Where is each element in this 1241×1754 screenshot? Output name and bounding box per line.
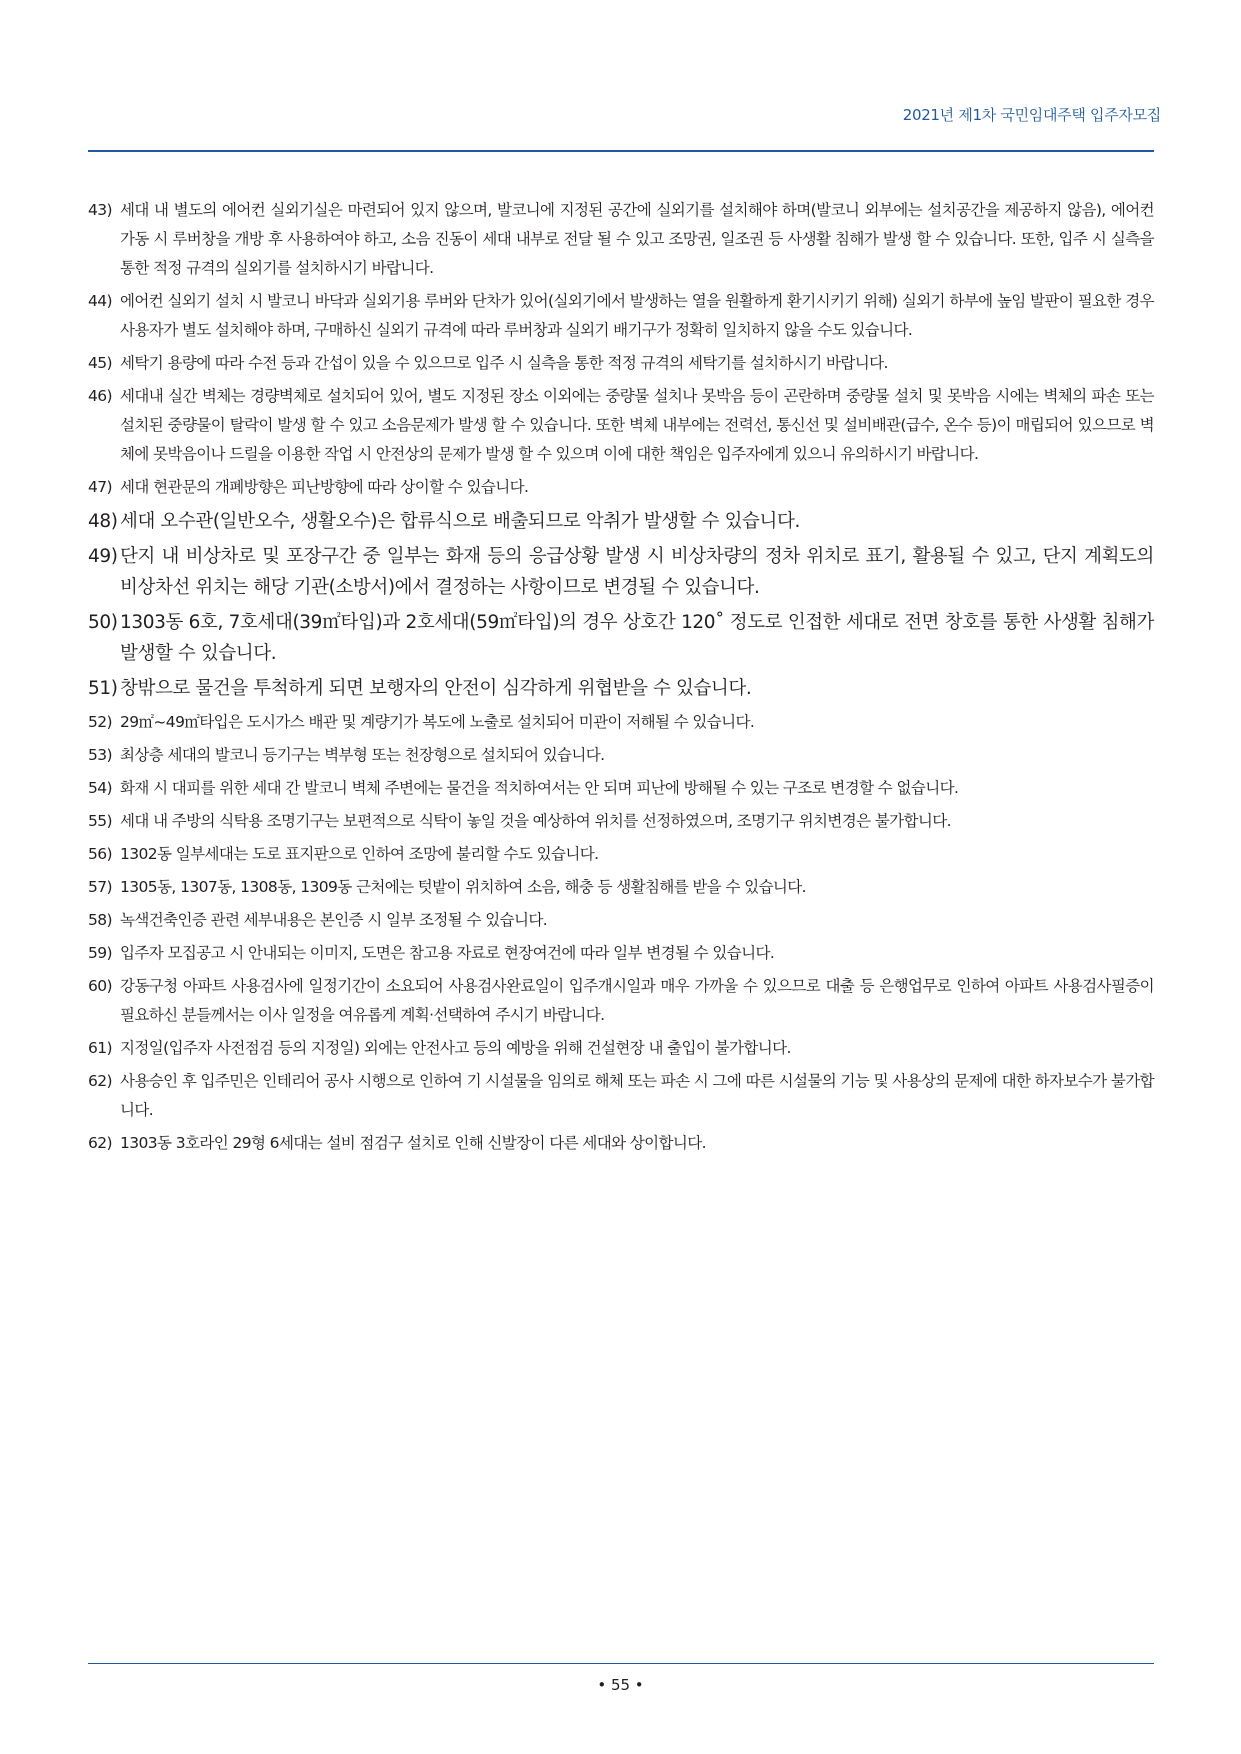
list-item: [88, 708, 1154, 737]
note-number: 51): [88, 678, 118, 699]
note-text: 1303동 6호, 7호세대(39㎡타입)과 2호세대(59㎡타입)의 경우 상호간 120˚ 정도로 인접한 세대로 전면 창호를 통한 사생활 침해가 발생할 수 있습니다.: [120, 612, 1154, 664]
note-number: 57): [88, 878, 112, 896]
list-item: [88, 774, 1154, 803]
list-item: [88, 741, 1154, 770]
note-text: 단지 내 비상차로 및 포장구간 중 일부는 화재 등의 응급상황 발생 시 비상차량의 정차 위치로 표기, 활용될 수 있고, 단지 계획도의 비상차선 위치는 해당 기관(소방서)에서 결정하는 사항이므로 변경될 수 있습니다.: [120, 546, 1154, 598]
note-number: 59): [88, 944, 112, 962]
note-text: 1303동 3호라인 29형 6세대는 설비 점검구 설치로 인해 신발장이 다른 세대와 상이합니다.: [120, 1134, 706, 1152]
header-divider: [88, 150, 1154, 152]
note-text: 창밖으로 물건을 투척하게 되면 보행자의 안전이 심각하게 위협받을 수 있습니다.: [120, 678, 752, 699]
note-text: 입주자 모집공고 시 안내되는 이미지, 도면은 참고용 자료로 현장여건에 따라 일부 변경될 수 있습니다.: [120, 944, 775, 962]
note-number: 62): [88, 1134, 112, 1152]
list-item: [88, 972, 1154, 1030]
note-number: 58): [88, 911, 112, 929]
list-item: [88, 541, 1154, 603]
notes-list: [88, 196, 1154, 1162]
note-number: 61): [88, 1039, 112, 1057]
note-number: 48): [88, 511, 118, 532]
note-number: 56): [88, 845, 112, 863]
note-text: 세대내 실간 벽체는 경량벽체로 설치되어 있어, 별도 지정된 장소 이외에는 중량물 설치나 못박음 등이 곤란하며 중량물 설치 및 못박음 시에는 벽체의 파손 또는 설치된 중량물이 탈락이 발생 할 수 있고 소음문제가 발생 할 수 있습니다. 또한 벽체 내부에는 전력선, 통신선 및 설비배관(급수, 온수 등)이 매립되어 있으므로 벽체에 못박음이나 드릴을 이용한 작업 시 안전상의 문제가 발생 할 수 있으며 이에 대한 책임은 입주자에게 있으니 유의하시기 바랍니다.: [120, 387, 1154, 463]
note-number: 50): [88, 612, 118, 633]
note-text: 29㎡~49㎡타입은 도시가스 배관 및 계량기가 복도에 노출로 설치되어 미관이 저해될 수 있습니다.: [120, 713, 755, 731]
note-number: 54): [88, 779, 112, 797]
note-text: 최상층 세대의 발코니 등기구는 벽부형 또는 천장형으로 설치되어 있습니다.: [120, 746, 605, 764]
page-number: • 55 •: [597, 1676, 644, 1694]
list-item: [88, 906, 1154, 935]
note-number: 53): [88, 746, 112, 764]
note-text: 지정일(입주자 사전점검 등의 지정일) 외에는 안전사고 등의 예방을 위해 건설현장 내 출입이 불가합니다.: [120, 1039, 791, 1057]
list-item: [88, 1067, 1154, 1125]
note-number: 52): [88, 713, 112, 731]
note-text: 강동구청 아파트 사용검사에 일정기간이 소요되어 사용검사완료일이 입주개시일과 매우 가까울 수 있으므로 대출 등 은행업무로 인하여 아파트 사용검사필증이 필요하신 분들께서는 이사 일정을 여유롭게 계획·선택하여 주시기 바랍니다.: [120, 977, 1154, 1024]
list-item: [88, 673, 1154, 704]
note-number: 45): [88, 354, 112, 372]
note-number: 55): [88, 812, 112, 830]
note-text: 1302동 일부세대는 도로 표지판으로 인하여 조망에 불리할 수도 있습니다.: [120, 845, 599, 863]
note-number: 47): [88, 478, 112, 496]
list-item: [88, 506, 1154, 537]
list-item: [88, 607, 1154, 669]
note-text: 화재 시 대피를 위한 세대 간 발코니 벽체 주변에는 물건을 적치하여서는 안 되며 피난에 방해될 수 있는 구조로 변경할 수 없습니다.: [120, 779, 959, 797]
list-item: [88, 473, 1154, 502]
note-number: 44): [88, 292, 112, 310]
list-item: [88, 196, 1154, 283]
note-number: 49): [88, 546, 118, 567]
note-number: 43): [88, 201, 112, 219]
list-item: [88, 287, 1154, 345]
running-header-title: 2021년 제1차 국민임대주택 입주자모집: [902, 106, 1161, 124]
list-item: [88, 1034, 1154, 1063]
note-text: 세대 현관문의 개폐방향은 피난방향에 따라 상이할 수 있습니다.: [120, 478, 529, 496]
footer-divider: [88, 1663, 1154, 1664]
note-text: 1305동, 1307동, 1308동, 1309동 근처에는 텃밭이 위치하여 소음, 해충 등 생활침해를 받을 수 있습니다.: [120, 878, 807, 896]
note-text: 세탁기 용량에 따라 수전 등과 간섭이 있을 수 있으므로 입주 시 실측을 통한 적정 규격의 세탁기를 설치하시기 바랍니다.: [120, 354, 888, 372]
list-item: [88, 873, 1154, 902]
note-text: 녹색건축인증 관련 세부내용은 본인증 시 일부 조정될 수 있습니다.: [120, 911, 548, 929]
note-text: 사용승인 후 입주민은 인테리어 공사 시행으로 인하여 기 시설물을 임의로 해체 또는 파손 시 그에 따른 시설물의 기능 및 사용상의 문제에 대한 하자보수가 불가합니다.: [120, 1072, 1154, 1119]
list-item: [88, 382, 1154, 469]
note-text: 에어컨 실외기 설치 시 발코니 바닥과 실외기용 루버와 단차가 있어(실외기에서 발생하는 열을 원활하게 환기시키기 위해) 실외기 하부에 높임 발판이 필요한 경우 사용자가 별도 설치해야 하며, 구매하신 실외기 규격에 따라 루버창과 실외기 배기구가 정확히 일치하지 않을 수도 있습니다.: [120, 292, 1154, 339]
note-number: 60): [88, 977, 112, 995]
note-text: 세대 내 별도의 에어컨 실외기실은 마련되어 있지 않으며, 발코니에 지정된 공간에 실외기를 설치해야 하며(발코니 외부에는 설치공간을 제공하지 않음), 에어컨 가동 시 루버창을 개방 후 사용하여야 하고, 소음 진동이 세대 내부로 전달 될 수 있고 조망권, 일조권 등 사생활 침해가 발생 할 수 있습니다. 또한, 입주 시 실측을 통한 적정 규격의 실외기를 설치하시기 바랍니다.: [120, 201, 1154, 277]
list-item: [88, 807, 1154, 836]
note-number: 62): [88, 1072, 112, 1090]
note-text: 세대 오수관(일반오수, 생활오수)은 합류식으로 배출되므로 악취가 발생할 수 있습니다.: [120, 511, 800, 532]
list-item: [88, 840, 1154, 869]
list-item: [88, 1129, 1154, 1158]
note-number: 46): [88, 387, 112, 405]
note-text: 세대 내 주방의 식탁용 조명기구는 보편적으로 식탁이 놓일 것을 예상하여 위치를 선정하였으며, 조명기구 위치변경은 불가합니다.: [120, 812, 952, 830]
list-item: [88, 939, 1154, 968]
list-item: [88, 349, 1154, 378]
